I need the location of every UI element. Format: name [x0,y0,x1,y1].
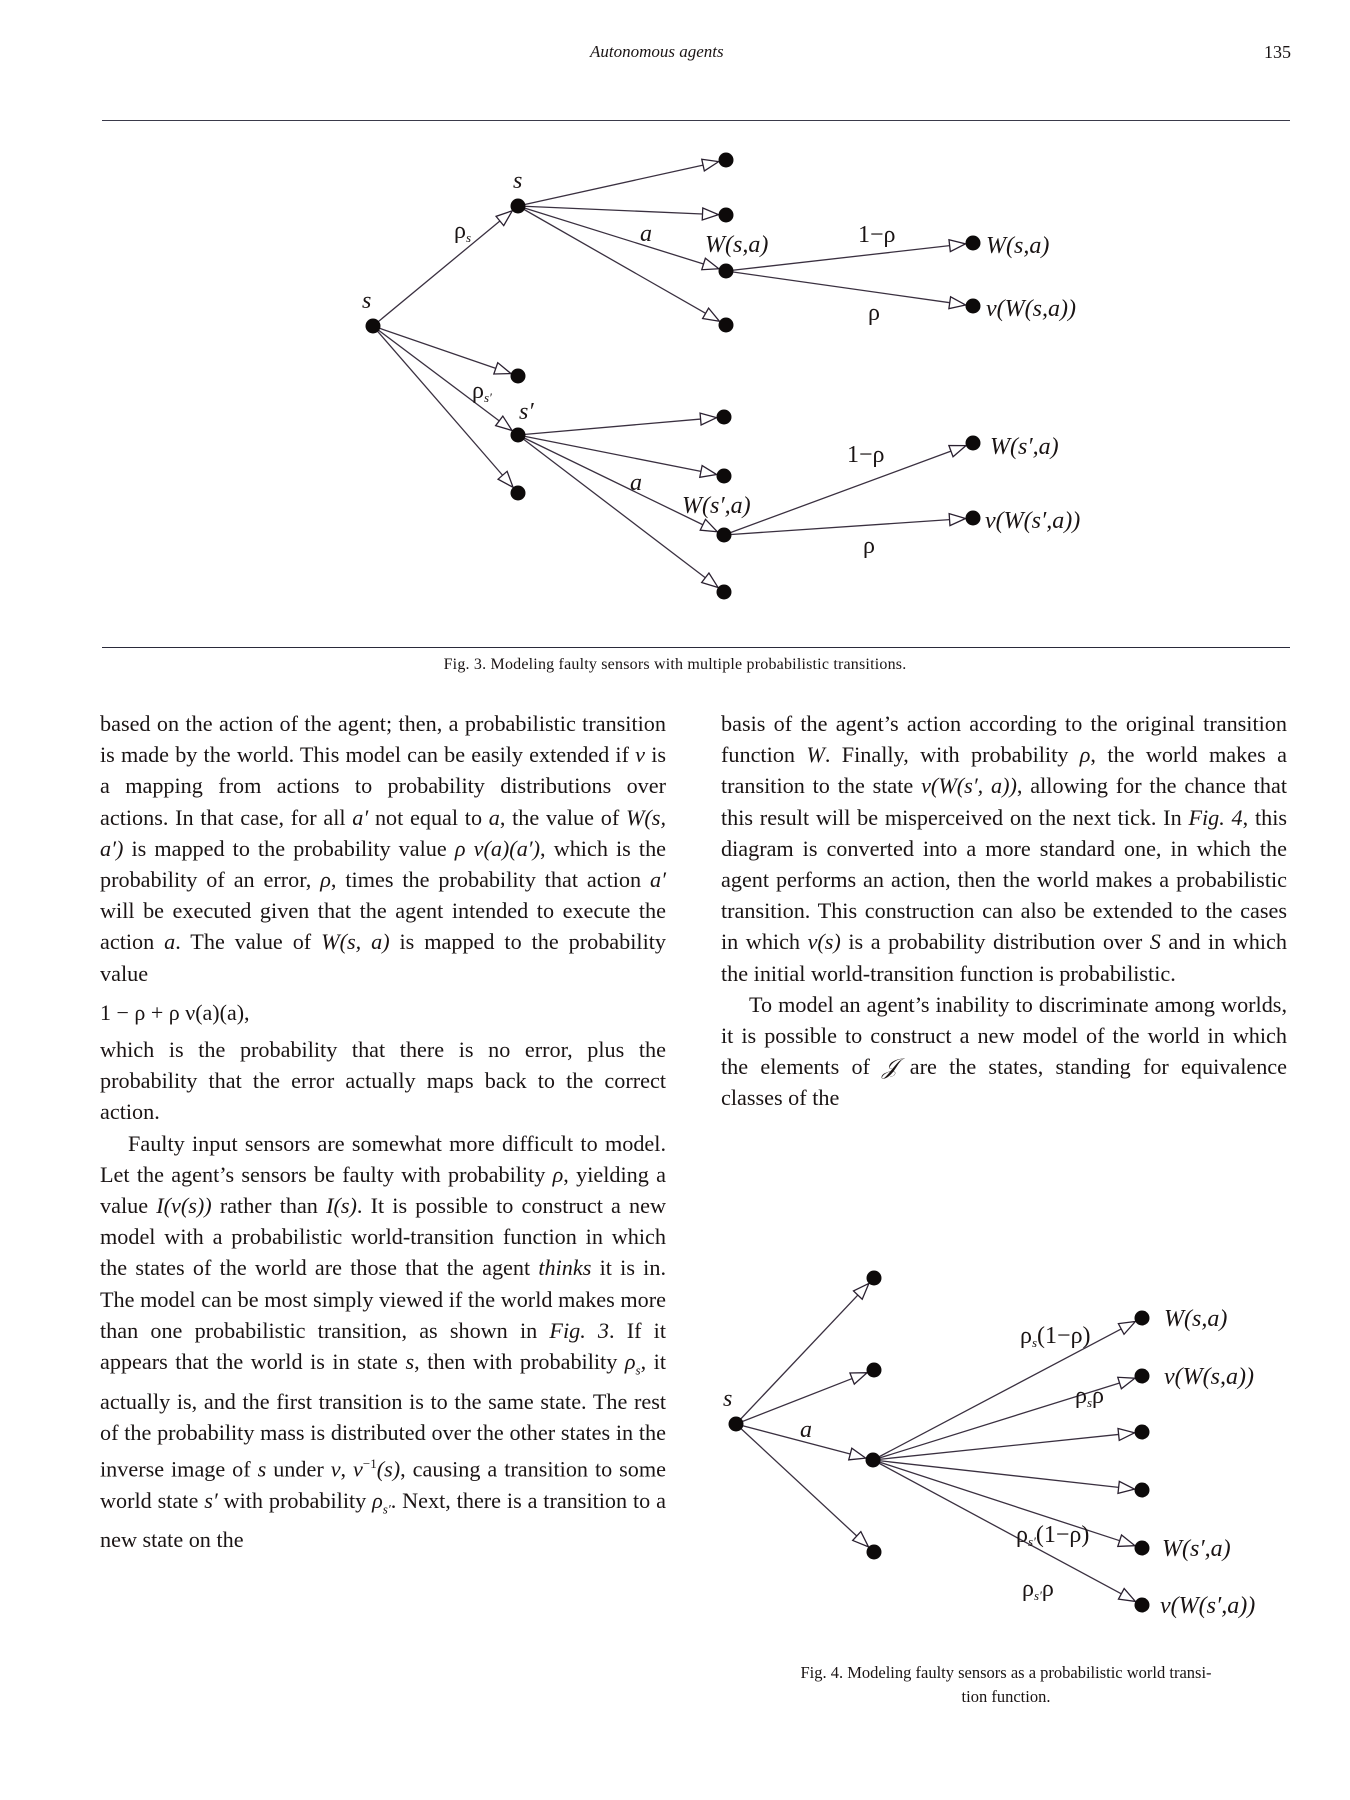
fig3-node-o1 [966,236,981,251]
fig3-out-nu-W-s-prime-a: ν(W(s′,a)) [985,508,1081,534]
fig4-out-W-s-a: W(s,a) [1164,1306,1228,1332]
fig4-out-nu-W-s-prime-a: ν(W(s′,a)) [1160,1593,1256,1619]
fig4-node-f3 [1135,1425,1150,1440]
fig3-arrowhead-icon [703,308,720,321]
fig3-node-b2 [717,469,732,484]
fig3-node-sp [511,428,526,443]
fig4-edge [736,1424,857,1536]
left-paragraph-1: based on the action of the agent; then, a probabilistic transition is made by the world. This model can be easily extended if ν is a mapping from actions to probability distributions over actions. In that case, for all a′ not equal to a, the value of W(s, a′) is mapped to the probability value ρ ν(a)(a′), which is the probability of an error, ρ, times the probability that action a′ will be executed given that the agent intended to execute the action a. The value of W(s, a) is mapped to the probability value [100,711,667,986]
fig3-edge [726,271,950,303]
fig3-out-nu-W-s-a: ν(W(s,a)) [986,296,1076,322]
fig3-label-rho-s-prime: ρs′ [472,378,492,405]
figure-3-diagram [0,0,1350,640]
fig4-reference[interactable]: Fig. 4 [1188,804,1243,830]
fig3-label-s-prime: s′ [519,399,534,425]
fig3-label-s: s [513,168,523,194]
fig4-arrowhead-icon [1118,1535,1135,1546]
fig3-labels [362,168,1080,559]
left-paragraph-3: Faulty input sensors are somewhat more difficult to model. Let the agent’s sensors be faulty with probability ρ, yielding a value I(ν(s)) rather than I(s). It is possible to construct a new model with a probabilistic world-transition function in which the states of the world are those that the agent thinks it is in. The model can be most simply viewed if the world makes more than one probabilistic transition, as shown in Fig. 3. If it appears that the world is in state s, then with probability $\rho_s$, it actually is, and the first transition is to the same state. The rest of the probability mass is distributed over the other states in the inverse image of s under ν, $\nu^{-1}(s)$, causing a transition to some world state s′ with probability $\rho_{s'}$. Next, there is a transition to a new state on the [100,1130,667,1553]
figure-4-caption: Fig. 4. Modeling faulty sensors as a probabilistic world transi- tion function. [800,1663,1212,1706]
fig3-edge [518,435,701,471]
fig4-edge [736,1379,852,1424]
figure-3-caption: Fig. 3. Modeling faulty sensors with multiple probabilistic transitions. [443,656,907,673]
fig3-node-q1 [966,436,981,451]
fig4-node-c1 [867,1271,882,1286]
fig3-node-a3 [719,264,734,279]
fig3-arrowhead-icon [700,466,717,478]
fig3-node-s3 [511,486,526,501]
fig3-node-root [366,319,381,334]
fig4-arrowhead-icon [850,1373,867,1384]
fig3-node-b3 [717,528,732,543]
fig3-label-action-a-bottom: a [630,470,642,496]
fig4-label-rho-sp-one-minus-rho: ρs′(1−ρ) [1016,1522,1090,1549]
right-column [721,708,1287,1114]
fig4-node-f4 [1135,1483,1150,1498]
fig3-node-s1 [511,369,526,384]
fig3-label-one-minus-rho-top: 1−ρ [858,222,896,248]
fig3-edge [518,435,705,578]
fig3-label-rho-top: ρ [868,300,880,326]
fig3-node-a1 [719,153,734,168]
fig3-arrowhead-icon [494,363,511,374]
display-formula: 1 − ρ + ρ ν(a)(a), [100,999,250,1025]
fig3-out-W-s-prime-a: W(s′,a) [990,434,1059,460]
fig3-arrowhead-icon [949,446,966,457]
right-paragraph-1: basis of the agent’s action according to the original transition function W. Finally, with probability ρ, the world makes a transition to the state ν(W(s′, a)), allowing for the chance that this result will be misperceived on the next tick. In Fig. 4, this diagram is converted into a more standard one, in which the agent performs an action, then the world makes a probabilistic transition. This construction can also be extended to the cases in which ν(s) is a probability distribution over S and in which the initial world-transition function is probabilistic. [721,711,1288,986]
fig4-node-f6 [1135,1598,1150,1613]
fig4-arrowhead-icon [1118,1322,1135,1335]
fig3-edge [518,206,704,264]
fig4-node-c4 [867,1545,882,1560]
fig3-arrowhead-icon [700,413,716,425]
fig4-arrowhead-icon [849,1448,866,1460]
fig4-node-c3 [866,1453,881,1468]
fig3-label-W-s-a: W(s,a) [705,232,769,258]
right-paragraph-2: To model an agent’s inability to discriminate among worlds, it is possible to construct a new model of the world in which the elements of 𝒥 are the states, standing for equivalence classes of the [721,991,1287,1111]
fig3-label-rho-bottom: ρ [863,533,875,559]
fig3-edge [518,419,701,435]
fig3-node-b4 [717,585,732,600]
fig3-label-one-minus-rho-bottom: 1−ρ [847,442,885,468]
fig3-reference[interactable]: Fig. 3 [549,1317,610,1343]
fig4-arrowhead-icon [1118,1481,1135,1493]
fig4-arrowhead-icon [1118,1428,1135,1440]
fig3-arrowhead-icon [702,208,718,220]
fig4-nodes [729,1271,1150,1613]
fig4-node-root [729,1417,744,1432]
fig3-edge [518,435,703,525]
fig3-edge [518,165,703,206]
fig3-out-W-s-a: W(s,a) [986,233,1050,259]
fig4-label-root-s: s [723,1386,733,1412]
fig4-arrowhead-icon [1118,1377,1135,1388]
fig4-label-action-a: a [800,1417,812,1443]
fig3-node-s [511,199,526,214]
fig3-node-a2 [719,208,734,223]
fig4-label-rho-s-one-minus-rho: ρs(1−ρ) [1020,1323,1091,1350]
fig3-arrowhead-icon [498,471,513,487]
fig3-node-q2 [966,511,981,526]
fig4-out-W-s-prime-a: W(s′,a) [1162,1536,1231,1562]
fig4-node-f5 [1135,1541,1150,1556]
fig3-arrowhead-icon [700,519,717,531]
fig3-node-b1 [717,410,732,425]
fig3-arrowhead-icon [949,514,965,526]
fig4-edge [873,1434,1119,1460]
fig3-label-root-s: s [362,288,372,314]
fig4-out-nu-W-s-a: ν(W(s,a)) [1164,1364,1254,1390]
fig4-node-f1 [1135,1311,1150,1326]
figure-4-diagram [0,1240,1350,1660]
fig4-label-rho-sp-rho: ρs′ρ [1022,1576,1054,1603]
fig3-arrowhead-icon [702,159,719,171]
page-number: 135 [1264,42,1291,62]
fig3-label-rho-s: ρs [454,218,472,245]
fig3-arrowhead-icon [949,240,966,252]
fig4-edge [873,1460,1119,1487]
fig3-edge [518,206,706,313]
fig3-node-o2 [966,299,981,314]
fig4-arrowhead-icon [1118,1589,1135,1602]
running-title: Autonomous agents [590,42,724,61]
figure-3-rule [102,647,1290,648]
fig3-arrowhead-icon [702,258,719,269]
fig3-arrowhead-icon [949,297,966,309]
fig4-node-c2 [867,1363,882,1378]
fig3-node-a4 [719,318,734,333]
fig3-label-W-s-prime-a: W(s′,a) [682,493,751,519]
fig3-arrowhead-icon [496,211,512,226]
fig3-edge [518,206,703,214]
fig3-edge [373,326,499,421]
fig4-label-rho-s-rho: ρsρ [1075,1383,1105,1410]
fig3-arrowhead-icon [702,573,718,587]
fig4-edge [736,1295,858,1424]
fig3-label-action-a-top: a [640,221,652,247]
fig3-edge [373,221,500,326]
left-paragraph-2: which is the probability that there is no error, plus the probability that the error actually maps back to the correct action. [100,1037,666,1125]
fig4-node-f2 [1135,1369,1150,1384]
fig3-arrowhead-icon [496,416,512,430]
